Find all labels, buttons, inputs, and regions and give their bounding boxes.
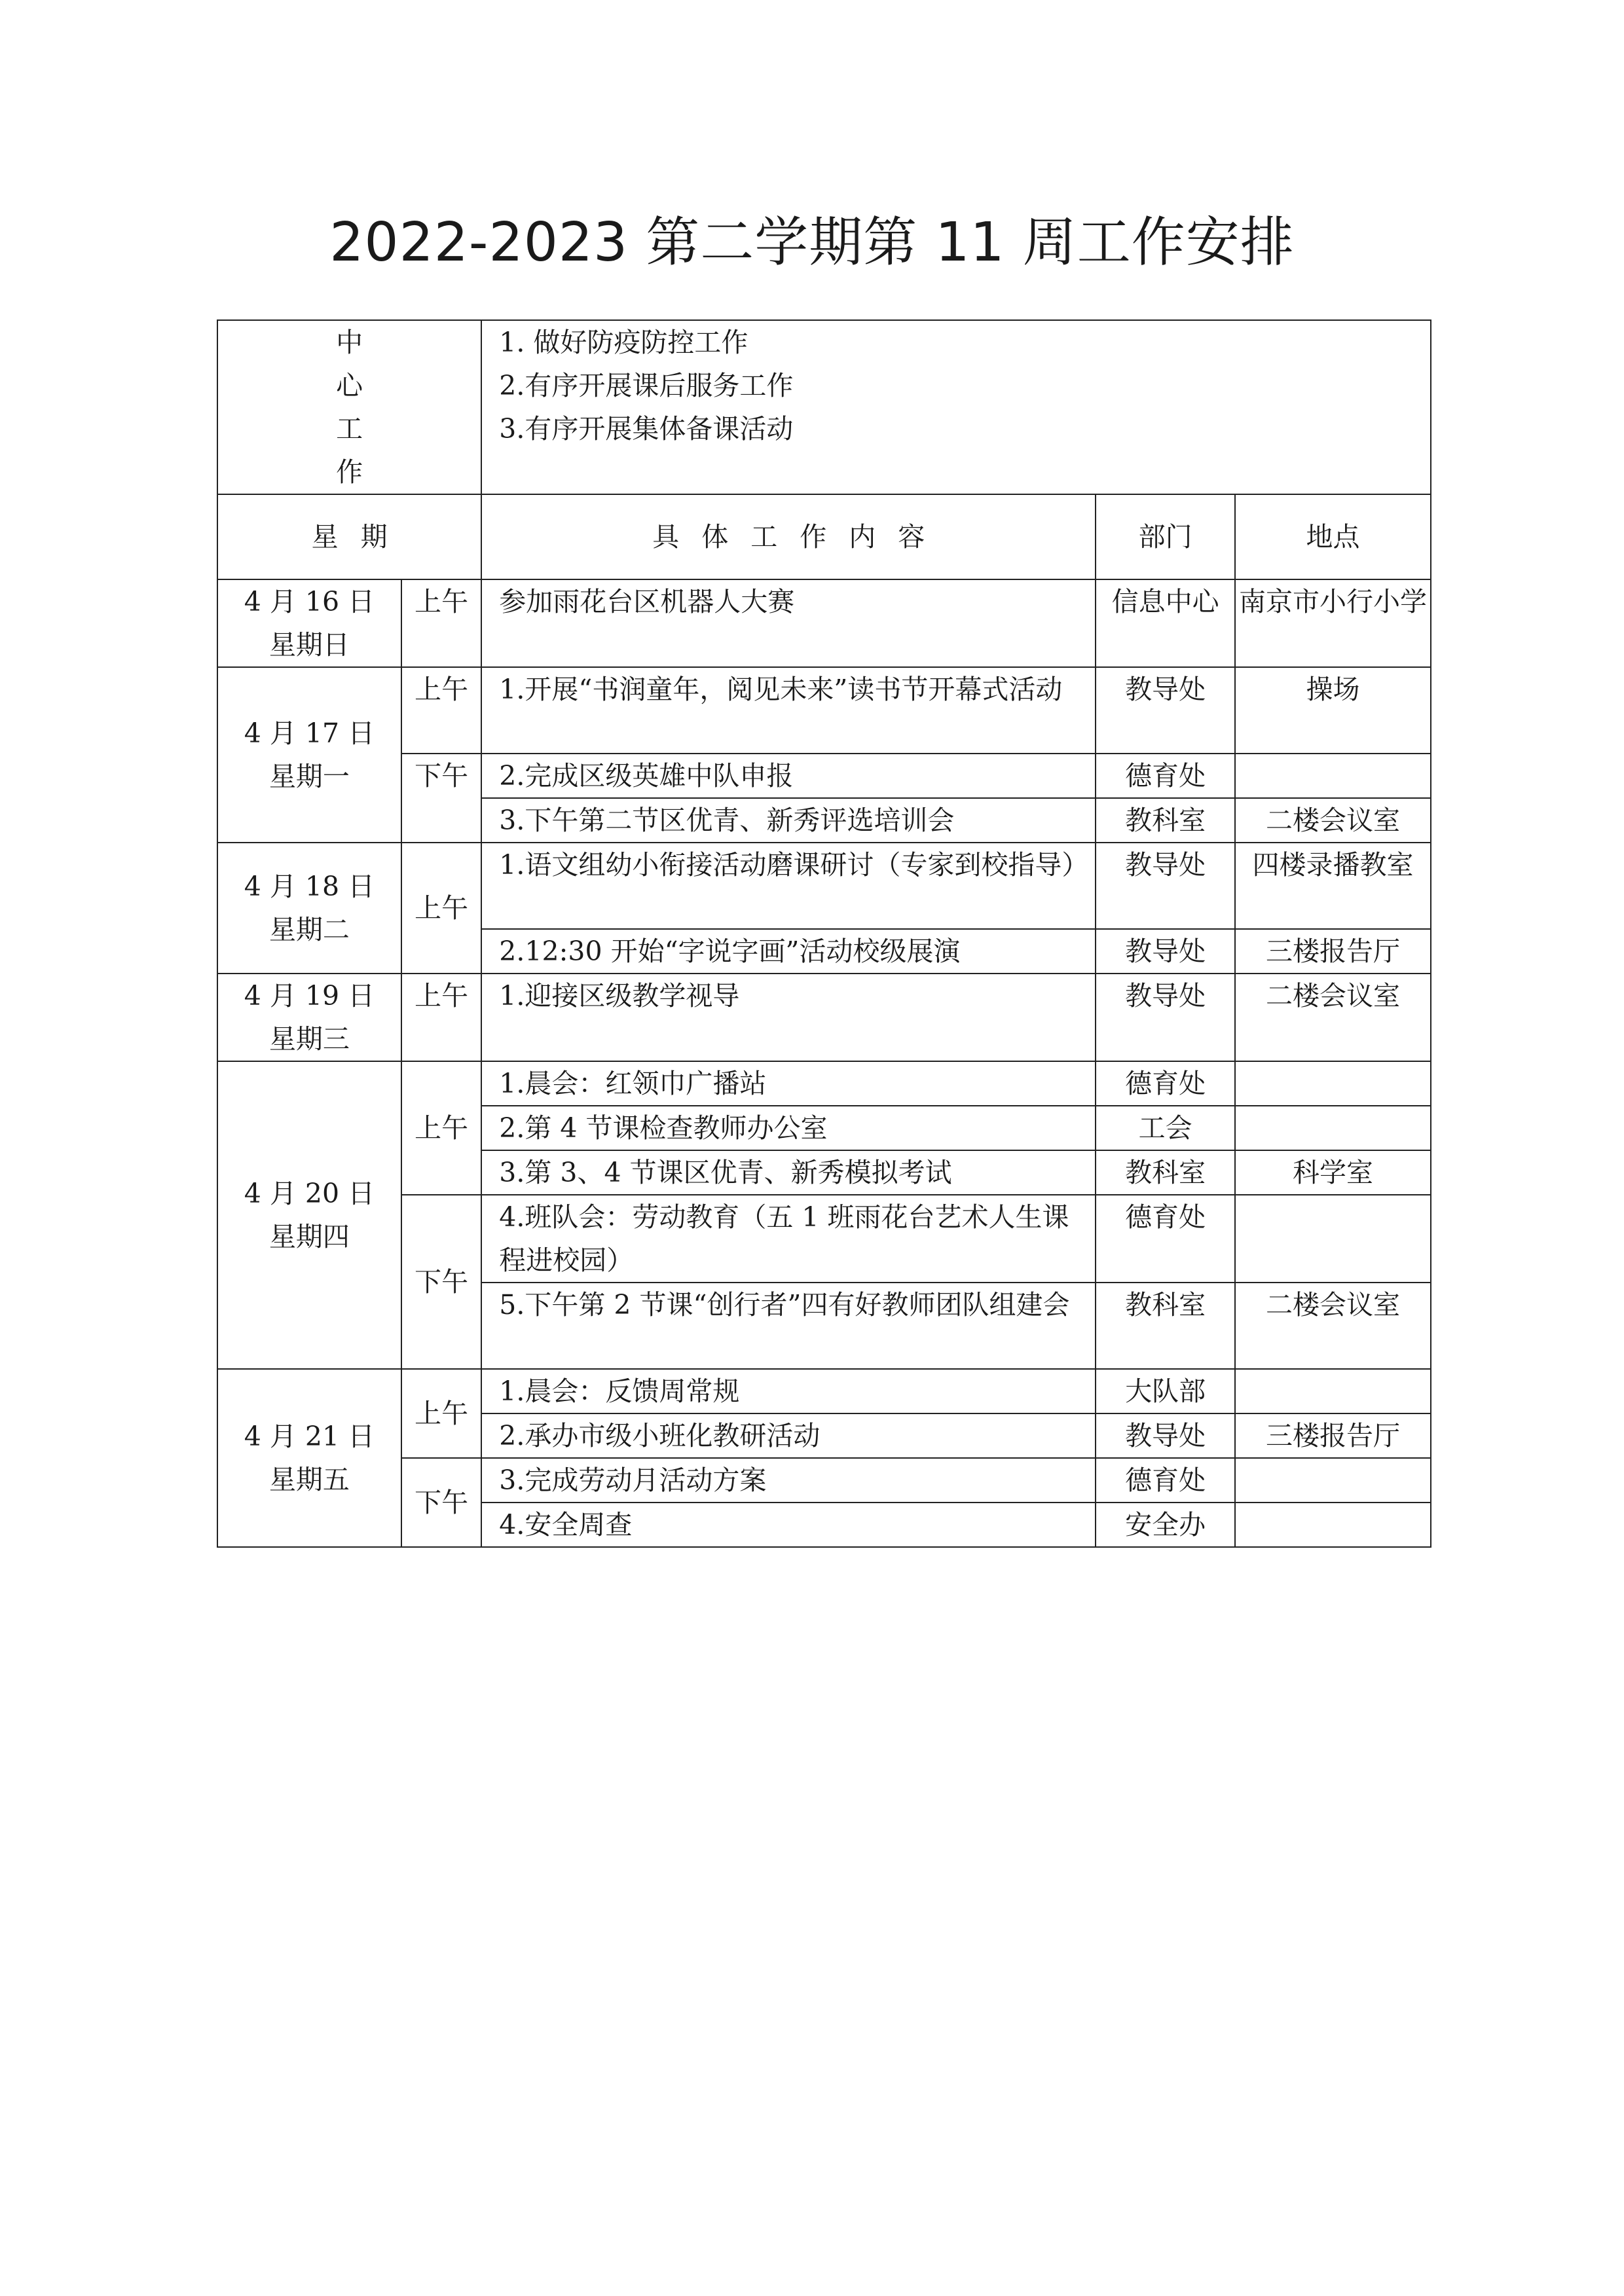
table-row <box>217 1369 1431 1413</box>
period-cell: 上午 <box>401 1369 481 1458</box>
content-cell: 3.下午第二节区优青、新秀评选培训会 <box>481 798 1096 843</box>
content-cell: 1.开展“书润童年，阅见未来”读书节开幕式活动 <box>481 667 1096 754</box>
location-cell <box>1235 1458 1431 1503</box>
dept-cell: 德育处 <box>1096 1195 1235 1283</box>
location-cell <box>1235 1503 1431 1547</box>
location-cell <box>1235 1195 1431 1283</box>
content-cell: 2.承办市级小班化教研活动 <box>481 1413 1096 1458</box>
center-work-item: 2.有序开展课后服务工作 <box>499 370 794 401</box>
content-cell: 3.完成劳动月活动方案 <box>481 1458 1096 1503</box>
location-cell <box>1235 1106 1431 1150</box>
table-row <box>217 1061 1431 1106</box>
dept-cell: 教导处 <box>1096 843 1235 929</box>
location-cell: 四楼录播教室 <box>1235 843 1431 929</box>
table-header-row <box>217 494 1431 579</box>
content-cell: 4.安全周查 <box>481 1503 1096 1547</box>
table-row <box>217 974 1431 1061</box>
date-cell: 4 月 19 日 星期三 <box>217 974 401 1061</box>
period-cell: 下午 <box>401 1195 481 1369</box>
center-work-list <box>481 320 1431 494</box>
content-cell: 1.迎接区级教学视导 <box>481 974 1096 1061</box>
dept-cell: 安全办 <box>1096 1503 1235 1547</box>
dept-cell: 教导处 <box>1096 974 1235 1061</box>
date-cell: 4 月 20 日 星期四 <box>217 1061 401 1369</box>
location-cell: 科学室 <box>1235 1150 1431 1195</box>
content-cell: 2.12:30 开始“字说字画”活动校级展演 <box>481 929 1096 974</box>
dept-cell: 大队部 <box>1096 1369 1235 1413</box>
period-cell: 上午 <box>401 579 481 667</box>
header-location: 地点 <box>1235 494 1431 579</box>
table-row <box>217 843 1431 929</box>
period-cell: 下午 <box>401 1458 481 1547</box>
content-cell: 3.第 3、4 节课区优青、新秀模拟考试 <box>481 1150 1096 1195</box>
center-work-row <box>217 320 1431 494</box>
content-cell: 1.语文组幼小衔接活动磨课研讨（专家到校指导） <box>481 843 1096 929</box>
content-cell: 5.下午第 2 节课“创行者”四有好教师团队组建会 <box>481 1283 1096 1369</box>
content-cell: 2.完成区级英雄中队申报 <box>481 754 1096 798</box>
period-cell: 上午 <box>401 667 481 754</box>
date-cell: 4 月 17 日 星期一 <box>217 667 401 843</box>
center-work-label-line2: 工作 <box>336 413 435 488</box>
page-title: 2022-2023 第二学期第 11 周工作安排 <box>329 211 1295 274</box>
table-row <box>217 579 1431 667</box>
dept-cell: 信息中心 <box>1096 579 1235 667</box>
date-cell: 4 月 18 日 星期二 <box>217 843 401 974</box>
date-cell: 4 月 16 日 星期日 <box>217 579 401 667</box>
center-work-item: 3.有序开展集体备课活动 <box>499 413 794 445</box>
location-cell: 二楼会议室 <box>1235 1283 1431 1369</box>
location-cell: 三楼报告厅 <box>1235 929 1431 974</box>
dept-cell: 德育处 <box>1096 754 1235 798</box>
dept-cell: 教导处 <box>1096 667 1235 754</box>
content-cell: 4.班队会：劳动教育（五 1 班雨花台艺术人生课程进校园） <box>481 1195 1096 1283</box>
header-content: 具体工作内容 <box>481 494 1096 579</box>
location-cell: 二楼会议室 <box>1235 798 1431 843</box>
period-cell: 上午 <box>401 974 481 1061</box>
date-cell: 4 月 21 日 星期五 <box>217 1369 401 1547</box>
location-cell <box>1235 1061 1431 1106</box>
schedule-table <box>217 319 1431 1548</box>
content-cell: 参加雨花台区机器人大赛 <box>481 579 1096 667</box>
header-dept: 部门 <box>1096 494 1235 579</box>
dept-cell: 教科室 <box>1096 1283 1235 1369</box>
location-cell <box>1235 754 1431 798</box>
location-cell: 三楼报告厅 <box>1235 1413 1431 1458</box>
period-cell: 下午 <box>401 754 481 843</box>
dept-cell: 工会 <box>1096 1106 1235 1150</box>
table-row <box>217 667 1431 754</box>
center-work-item: 1. 做好防疫防控工作 <box>499 327 748 358</box>
dept-cell: 德育处 <box>1096 1061 1235 1106</box>
dept-cell: 教科室 <box>1096 1150 1235 1195</box>
period-cell: 上午 <box>401 1061 481 1195</box>
center-work-label <box>217 320 481 494</box>
dept-cell: 德育处 <box>1096 1458 1235 1503</box>
dept-cell: 教导处 <box>1096 929 1235 974</box>
center-work-label-line1: 中心 <box>336 327 435 401</box>
dept-cell: 教导处 <box>1096 1413 1235 1458</box>
location-cell <box>1235 1369 1431 1413</box>
period-cell: 上午 <box>401 843 481 974</box>
location-cell: 操场 <box>1235 667 1431 754</box>
content-cell: 1.晨会：反馈周常规 <box>481 1369 1096 1413</box>
location-cell: 二楼会议室 <box>1235 974 1431 1061</box>
header-weekday: 星期 <box>217 494 481 579</box>
location-cell: 南京市小行小学 <box>1235 579 1431 667</box>
content-cell: 1.晨会：红领巾广播站 <box>481 1061 1096 1106</box>
content-cell: 2.第 4 节课检查教师办公室 <box>481 1106 1096 1150</box>
dept-cell: 教科室 <box>1096 798 1235 843</box>
